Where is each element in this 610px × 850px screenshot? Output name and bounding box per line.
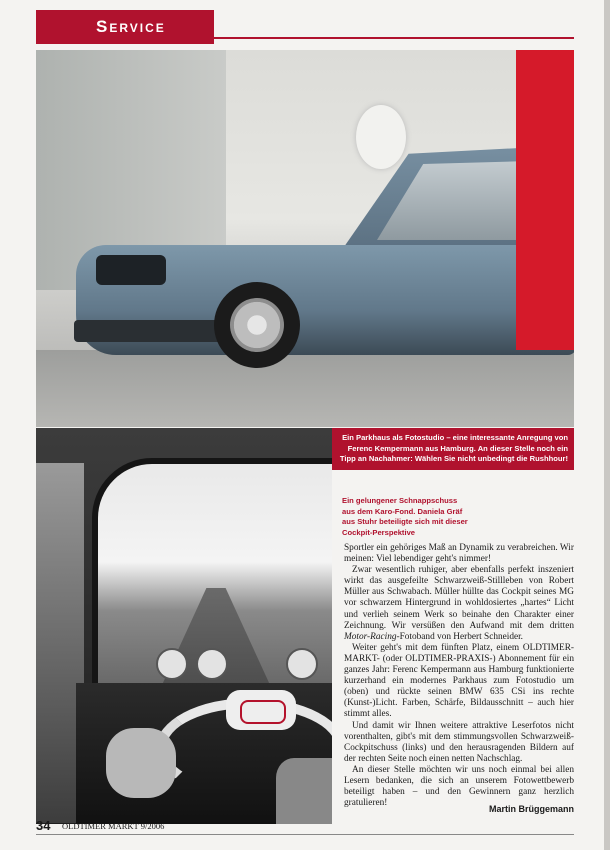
garage-floor (36, 350, 574, 427)
page-edge (604, 0, 610, 850)
paragraph: Sportler ein gehöriges Maß an Dynamik zu verabreichen. Wir meinen: Viel lebendiger geht's nimmer! (344, 543, 574, 565)
section-header: Service (36, 10, 214, 44)
ceiling-lamp (356, 105, 406, 169)
paragraph: Und damit wir Ihnen weitere attraktive Leserfotos nicht vorenthalten, gibt's mit dem stimmungsvollen Schwarzweiß-Cockpitschuss (links) und den herausragenden Bildern auf der rechten Seite noch einen netten Nachschlag. (344, 720, 574, 764)
book-title: Motor-Racing (344, 631, 397, 642)
paragraph-text: -Fotoband von Herbert Schneider. (396, 631, 524, 642)
header-rule (214, 37, 574, 39)
paragraph (344, 565, 574, 643)
article-text (344, 543, 574, 809)
cockpit-photo-caption: Ein gelungener Schnappschuss aus dem Karo-Fond. Daniela Gräf aus Stuhr beteiligte sich mit dieser Cockpit-Perspektive (342, 496, 468, 537)
driver-knee (276, 758, 332, 824)
cockpit-photo (36, 428, 332, 824)
author-signature: Martin Brüggemann (488, 804, 574, 814)
red-wall-panel (516, 50, 574, 350)
car-headlight (96, 255, 166, 285)
paragraph: Weiter geht's mit dem fünften Platz, einem OLDTIMER-MARKT- (oder OLDTIMER-PRAXIS-) Abonnement für ein ganzes Jahr: Ferenc Kempermann aus Hamburg funktionierte kurzerhand ein modernes Parkhaus zum Fotostudio um (oben) und rückte seinen BMW 635 CSi ins rechte (Kunst-)Licht. Farben, Schärfe, Bildausschnitt – auch hier stimmt alles. (344, 642, 574, 720)
paragraph: An dieser Stelle möchten wir uns noch einmal bei allen Lesern bedanken, die sich an unserem Fotowettbewerb beteiligt haben – und den Gewinnern ganz herzlich gratulieren! (344, 764, 574, 809)
car-wheel (214, 282, 300, 368)
parking-garage-bmw-photo (36, 50, 574, 427)
gauge (286, 648, 318, 680)
horn-pad (226, 690, 296, 730)
page-number: 34 (36, 818, 51, 833)
footer-rule (36, 834, 574, 835)
magazine-issue: OLDTIMER MARKT 9/2006 (62, 821, 165, 831)
paragraph-text: Zwar wesentlich ruhiger, aber ebenfalls perfekt inszeniert wirkt das ausgefeilte Schwarzweiß-Stillleben von Robert Müller aus Schwabach. Müller hüllte das Cockpit seines MG vor schwarzem Hintergrund in wohldosiertes „hartes“ Licht und verlieh seinem Werk so beinahe den Charakter einer Zeichnung. Wir versüßen den Aufwand mit dem dritten (344, 565, 574, 631)
top-photo-caption: Ein Parkhaus als Fotostudio – eine interessante Anregung von Ferenc Kempermann aus Hamburg. An dieser Stelle noch ein Tipp an Nachahmer: Wählen Sie nicht unbedingt die Rushhour! (332, 428, 574, 470)
gauge (156, 648, 188, 680)
gauge (196, 648, 228, 680)
driver-hand (106, 728, 176, 798)
